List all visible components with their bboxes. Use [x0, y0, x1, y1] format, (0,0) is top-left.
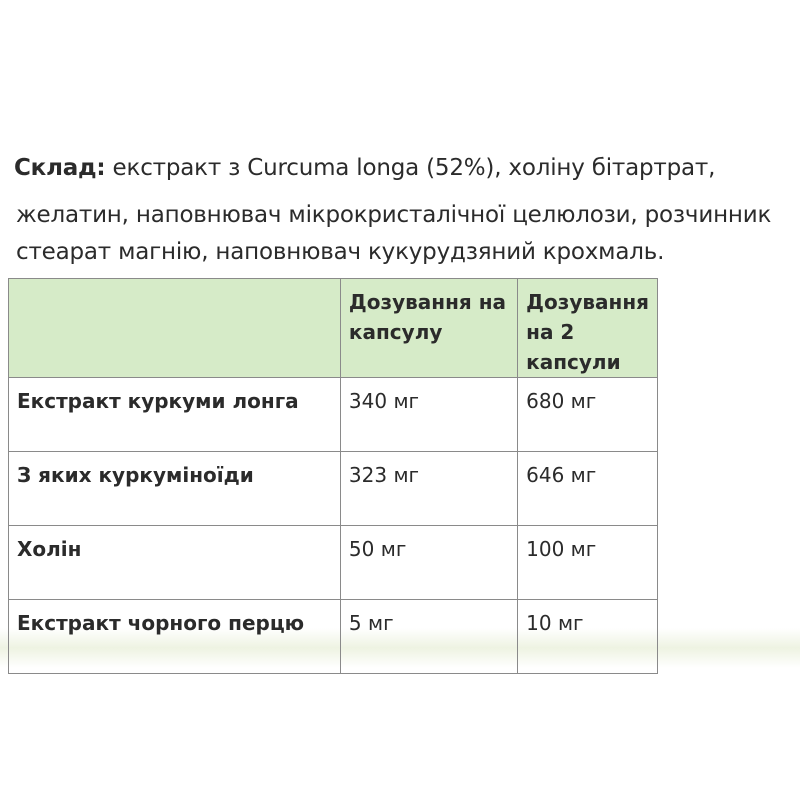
composition-text — [14, 150, 794, 271]
table-row — [9, 378, 658, 452]
row-per-capsule: 340 мг — [340, 378, 517, 452]
composition-line-1 — [14, 150, 794, 187]
table-header-row — [9, 279, 658, 378]
composition-line-2: желатин, наповнювач мікрокристалічної целюлози, розчинник — [16, 202, 772, 228]
row-per-two-capsules: 10 мг — [518, 600, 658, 674]
row-ingredient-name: Холін — [9, 526, 341, 600]
row-per-two-capsules: 680 мг — [518, 378, 658, 452]
header-per-two-capsules: Дозування на 2 капсули — [518, 279, 658, 378]
row-ingredient-name: Екстракт куркуми лонга — [9, 378, 341, 452]
row-ingredient-name: Екстракт чорного перцю — [9, 600, 341, 674]
dosage-table — [8, 278, 658, 674]
table-row — [9, 600, 658, 674]
row-per-capsule: 50 мг — [340, 526, 517, 600]
composition-line-1-text: екстракт з Curcuma longa (52%), холіну бітартрат, — [105, 155, 716, 181]
row-ingredient-name: З яких куркуміноїди — [9, 452, 341, 526]
table-row — [9, 526, 658, 600]
table-row — [9, 452, 658, 526]
row-per-capsule: 5 мг — [340, 600, 517, 674]
row-per-capsule: 323 мг — [340, 452, 517, 526]
composition-label: Склад: — [14, 155, 106, 181]
composition-line-3: стеарат магнію, наповнювач кукурудзяний крохмаль. — [16, 239, 665, 265]
header-per-capsule: Дозування на капсулу — [340, 279, 517, 378]
row-per-two-capsules: 646 мг — [518, 452, 658, 526]
row-per-two-capsules: 100 мг — [518, 526, 658, 600]
header-ingredient — [9, 279, 341, 378]
